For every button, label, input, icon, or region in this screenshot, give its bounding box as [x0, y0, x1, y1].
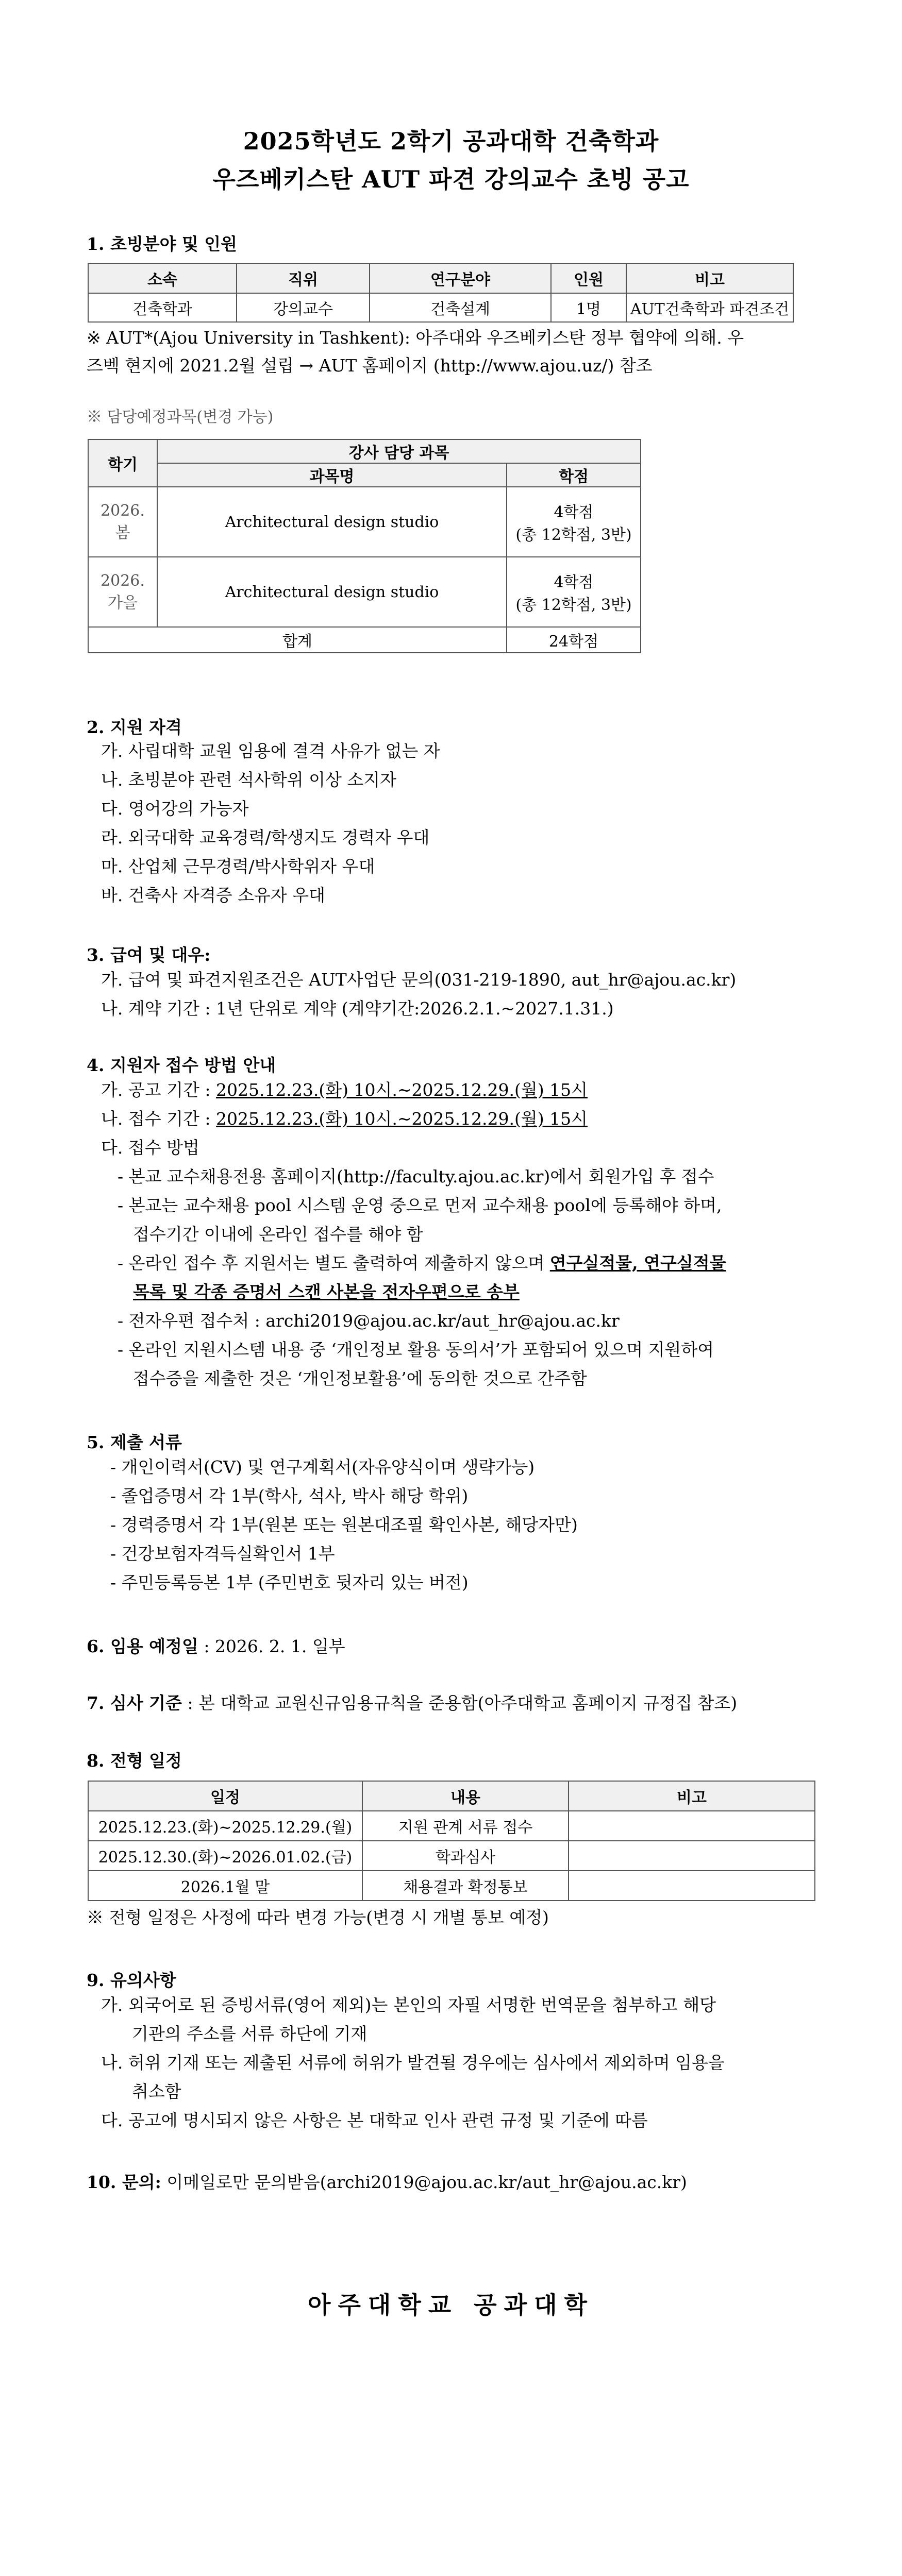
method-item-cont: 접수기간 이내에 온라인 접수를 해야 함: [133, 1224, 423, 1244]
th-term: 학기: [88, 439, 157, 487]
method-item: - 온라인 지원시스템 내용 중 ‘개인정보 활용 동의서’가 포함되어 있으며 지원하여: [118, 1340, 714, 1360]
salary-item: 나. 계약 기간 : 1년 단위로 계약 (계약기간:2026.2.1.~2027.1.31.): [101, 998, 614, 1019]
schedule-remark: [569, 1811, 815, 1841]
schedule-content: 지원 관계 서류 접수: [362, 1811, 569, 1841]
schedule-row: [88, 1811, 815, 1841]
td-research: 건축설계: [370, 293, 551, 322]
course-row: [88, 557, 641, 627]
schedule-row: [88, 1841, 815, 1871]
qualification-item: 바. 건축사 자격증 소유자 우대: [101, 885, 325, 905]
section-6-heading: 6. 임용 예정일 : 2026. 2. 1. 일부: [87, 1636, 345, 1656]
course-term: 2026. 가을: [88, 557, 157, 627]
th-remarks: 비고: [569, 1781, 815, 1811]
caution-item-cont: 취소함: [132, 2081, 181, 2102]
td-note: AUT건축학과 파견조건: [626, 293, 793, 322]
document-item: - 경력증명서 각 1부(원본 또는 원본대조필 확인사본, 해당자만): [110, 1515, 578, 1535]
caution-item: 나. 허위 기재 또는 제출된 서류에 허위가 발견될 경우에는 심사에서 제외하며 임용을: [101, 2053, 725, 2073]
section-8-heading: 8. 전형 일정: [87, 1751, 182, 1771]
th-research: 연구분야: [370, 263, 551, 293]
schedule-table: [88, 1781, 815, 1901]
course-name: Architectural design studio: [157, 487, 507, 557]
salary-item: 가. 급여 및 파견지원조건은 AUT사업단 문의(031-219-1890, aut_hr@ajou.ac.kr): [101, 970, 737, 990]
courses-total-value: 24학점: [507, 627, 641, 653]
caution-item: 다. 공고에 명시되지 않은 사항은 본 대학교 인사 관련 규정 및 기준에 따름: [101, 2110, 648, 2130]
th-position: 직위: [237, 263, 370, 293]
qualification-item: 다. 영어강의 가능자: [101, 799, 249, 819]
schedule-content: 채용결과 확정통보: [362, 1871, 569, 1901]
aut-note-line-2: 즈벡 현지에 2021.2월 설립 → AUT 홈페이지 (http://www.ajou.uz/) 참조: [87, 355, 653, 376]
posting-period: 가. 공고 기간 : 2025.12.23.(화) 10시.~2025.12.29.(월) 15시: [101, 1080, 588, 1100]
courses-table: [88, 439, 641, 653]
section-7-heading: 7. 심사 기준 : 본 대학교 교원신규임용규칙을 준용함(아주대학교 홈페이지 규정집 참조): [87, 1693, 738, 1713]
document-item: - 주민등록등본 1부 (주민번호 뒷자리 있는 버전): [110, 1572, 469, 1592]
title-line-1: 2025학년도 2학기 공과대학 건축학과: [243, 127, 659, 155]
schedule-date: 2026.1월 말: [88, 1871, 362, 1901]
section-5-heading: 5. 제출 서류: [87, 1432, 182, 1452]
title-line-2: 우즈베키스탄 AUT 파견 강의교수 초빙 공고: [212, 165, 690, 193]
th-affiliation: 소속: [88, 263, 237, 293]
td-affiliation: 건축학과: [88, 293, 237, 322]
section-3-heading: 3. 급여 및 대우:: [87, 945, 211, 965]
section-10-heading: 10. 문의: 이메일로만 문의받음(archi2019@ajou.ac.kr/aut_hr@ajou.ac.kr): [87, 2172, 687, 2192]
document-item: - 개인이력서(CV) 및 연구계획서(자유양식이며 생략가능): [110, 1457, 535, 1477]
email-contact: - 전자우편 접수처 : archi2019@ajou.ac.kr/aut_hr@ajou.ac.kr: [118, 1311, 620, 1331]
schedule-date: 2025.12.30.(화)~2026.01.02.(금): [88, 1841, 362, 1871]
course-name: Architectural design studio: [157, 557, 507, 627]
th-credit: 학점: [507, 463, 641, 487]
section-9-heading: 9. 유의사항: [87, 1970, 176, 1990]
section-1-heading: 1. 초빙분야 및 인원: [87, 234, 238, 254]
th-schedule: 일정: [88, 1781, 362, 1811]
td-count: 1명: [551, 293, 626, 322]
document-item: - 건강보험자격득실확인서 1부: [110, 1544, 335, 1564]
course-row: [88, 487, 641, 557]
qualification-item: 마. 산업체 근무경력/박사학위자 우대: [101, 856, 375, 876]
schedule-remark: [569, 1871, 815, 1901]
th-content: 내용: [362, 1781, 569, 1811]
footer-institution: 아주대학교 공과대학: [308, 2291, 594, 2319]
courses-note: ※ 담당예정과목(변경 가능): [87, 408, 274, 426]
method-item-cont: 접수증을 제출한 것은 ‘개인정보활용’에 동의한 것으로 간주함: [133, 1368, 587, 1388]
courses-total-label: 합계: [88, 627, 507, 653]
schedule-content: 학과심사: [362, 1841, 569, 1871]
section-4-heading: 4. 지원자 접수 방법 안내: [87, 1055, 276, 1075]
th-note: 비고: [626, 263, 793, 293]
schedule-remark: [569, 1841, 815, 1871]
method-item: - 본교는 교수채용 pool 시스템 운영 중으로 먼저 교수채용 pool에 등록해야 하며,: [118, 1195, 722, 1215]
schedule-note: ※ 전형 일정은 사정에 따라 변경 가능(변경 시 개별 통보 예정): [87, 1907, 549, 1927]
qualification-item: 나. 초빙분야 관련 석사학위 이상 소지자: [101, 770, 396, 790]
caution-item-cont: 기관의 주소를 서류 하단에 기재: [132, 2024, 368, 2044]
course-credit: 4학점 (총 12학점, 3반): [507, 557, 641, 627]
course-term: 2026. 봄: [88, 487, 157, 557]
td-position: 강의교수: [237, 293, 370, 322]
schedule-date: 2025.12.23.(화)~2025.12.29.(월): [88, 1811, 362, 1841]
document-item: - 졸업증명서 각 1부(학사, 석사, 박사 해당 학위): [110, 1486, 469, 1506]
application-method-label: 다. 접수 방법: [101, 1138, 199, 1158]
caution-item: 가. 외국어로 된 증빙서류(영어 제외)는 본인의 자필 서명한 번역문을 첨부하고 해당: [101, 1995, 716, 2015]
application-period: 나. 접수 기간 : 2025.12.23.(화) 10시.~2025.12.29.(월) 15시: [101, 1109, 588, 1129]
th-count: 인원: [551, 263, 626, 293]
schedule-row: [88, 1871, 815, 1901]
th-course-group: 강사 담당 과목: [157, 439, 641, 463]
position-table: [88, 263, 794, 323]
method-item: - 온라인 접수 후 지원서는 별도 출력하여 제출하지 않으며 연구실적물, 연구실적물: [118, 1253, 726, 1273]
aut-note-line-1: ※ AUT*(Ajou University in Tashkent): 아주대와 우즈베키스탄 정부 협약에 의해. 우: [87, 328, 744, 348]
course-credit: 4학점 (총 12학점, 3반): [507, 487, 641, 557]
qualification-item: 라. 외국대학 교육경력/학생지도 경력자 우대: [101, 827, 430, 848]
method-item-cont: 목록 및 각종 증명서 스캔 사본을 전자우편으로 송부: [133, 1282, 520, 1302]
th-course-name: 과목명: [157, 463, 507, 487]
qualification-item: 가. 사립대학 교원 임용에 결격 사유가 없는 자: [101, 741, 440, 761]
section-2-heading: 2. 지원 자격: [87, 717, 182, 737]
method-item: - 본교 교수채용전용 홈페이지(http://faculty.ajou.ac.kr)에서 회원가입 후 접수: [118, 1166, 714, 1187]
